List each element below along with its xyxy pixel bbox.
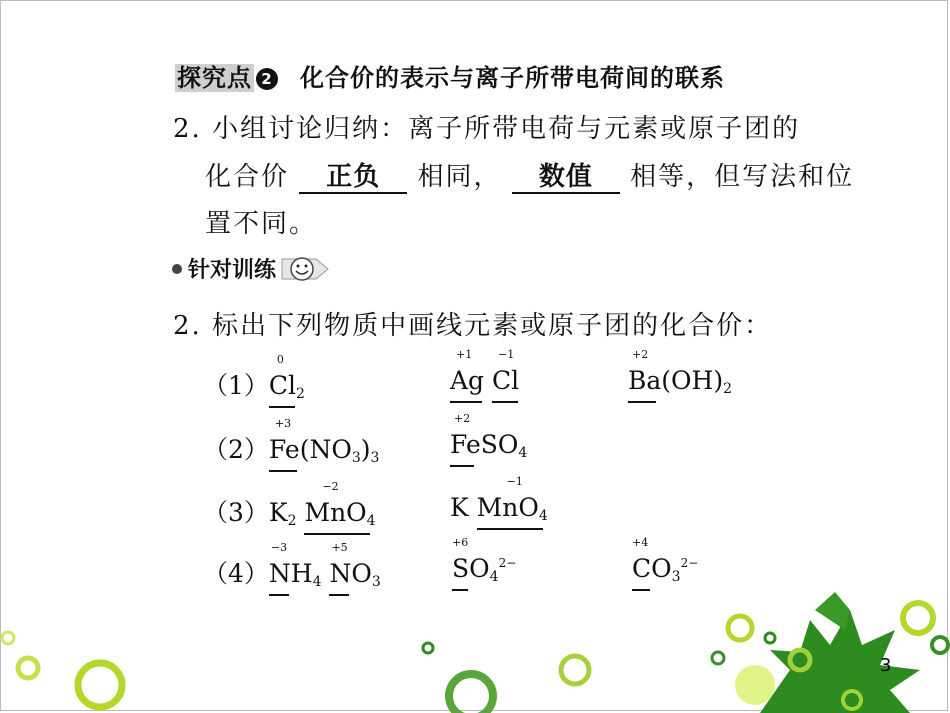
valence-mark: −2 [322,480,339,493]
heading-number-badge: 2 [256,68,278,90]
ring-icon [2,632,14,644]
decorative-background [0,590,950,713]
discussion-line-2 [205,156,854,194]
answer-blank-1: 正负 [299,162,407,194]
underline [304,533,370,535]
valence-mark: −3 [270,541,288,554]
underline [450,401,482,403]
valence-mark: +6 [452,536,469,549]
valence-mark: 0 [276,353,284,366]
item-2-b: +2 FeSO$_4$ [450,430,527,461]
ring-icon [932,637,948,653]
heading [175,58,725,93]
page-number: 3 [880,655,892,676]
ring-icon [561,656,589,684]
ring-icon [765,633,775,643]
underline [269,470,297,472]
smiley-icon [280,255,330,283]
valence-mark: +5 [331,541,348,554]
ring-icon [449,674,493,713]
bullet-icon [172,264,182,274]
discussion-line-3: 置不同。 [205,209,318,239]
underline [628,401,656,403]
valence-mark: +4 [632,536,649,549]
item-4-b: +6 $SO_4^{2-}$ [452,554,516,585]
ring-icon [78,663,122,707]
valence-mark: +2 [632,348,649,361]
valence-mark: +2 [454,412,471,425]
answer-blank-2: 数值 [512,162,620,194]
heading-tag: 探究点 [177,64,252,92]
item-4-a: （4） −3 $NH_4$ +5 $NO_3$ [203,554,381,590]
section-practice [172,253,330,284]
ring-icon [18,658,38,678]
question-text: 2. 标出下列物质中画线元素或原子团的化合价： [173,311,773,341]
item-1-c: +2 $Ba(OH)_2$ [628,366,732,397]
item-3-b: K −1 MnO$_4$ [450,493,548,524]
item-1-a: （1） 0 $Cl_2$ [203,366,305,402]
valence-mark: −1 [498,348,515,361]
discussion-mid: 相同， [417,162,502,192]
valence-mark: −1 [506,475,523,488]
ring-icon [903,603,933,633]
ring-icon [728,616,752,640]
discussion-line-1: 2. 小组讨论归纳：离子所带电荷与元素或原子团的 [173,114,801,144]
underline [477,528,543,530]
valence-mark: +3 [274,417,292,430]
item-3-a: $(3)K_2$ −2 MnO$_4$ [203,493,376,529]
item-1-b: +1 Ag −1 Cl [450,366,519,395]
item-4-c: +4 $CO_3^{2-}$ [632,554,698,585]
leaf-icon [815,592,850,630]
underline [492,401,518,403]
underline [269,406,295,408]
ring-icon [735,665,775,705]
ring-icon [712,652,724,664]
ring-icon [423,643,433,653]
section-label: 针对训练 [188,258,277,283]
item-2-a: （2） +3 $Fe(NO_3)_3$ [203,430,379,466]
discussion-post: 相等，但写法和位 [630,162,855,192]
underline [450,465,474,467]
valence-mark: +1 [456,348,473,361]
discussion-pre: 化合价 [205,162,290,192]
heading-title: 化合价的表示与离子所带电荷间的联系 [300,64,725,92]
